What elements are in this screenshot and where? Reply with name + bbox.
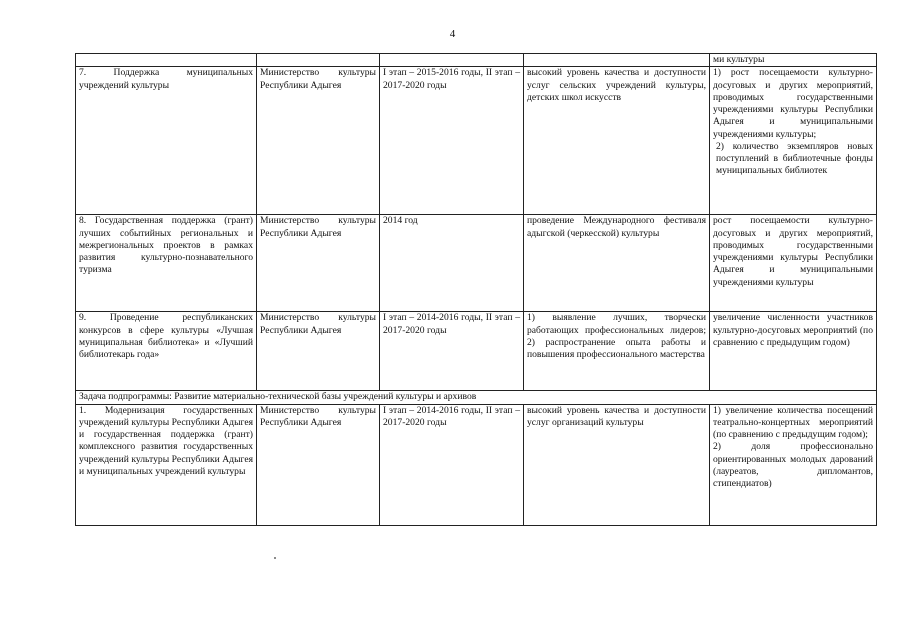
cell-executor: Министерство культуры Республики Адыгея: [257, 67, 380, 215]
continued-row: [76, 54, 877, 67]
table-row: [76, 215, 877, 312]
cell-indicators: ми культуры: [710, 54, 877, 67]
cell-term: 2014 год: [380, 215, 524, 312]
cell-expected: 1) выявление лучших, творчески работающих профессиональных лидеров; 2) распространение опыта работы и повышения профессионального мастерства: [524, 312, 710, 391]
cell-term: [380, 54, 524, 67]
indicator-item: рост посещаемости культурно-досуговых и других мероприятий, проводимых государственными учреждениями культуры Республики Адыгея и муниципальными учреждениями культуры: [713, 215, 873, 288]
cell-term: I этап – 2015-2016 годы, II этап – 2017-2020 годы: [380, 67, 524, 215]
table-row: [76, 67, 877, 215]
cell-measure: 1. Модернизация государственных учреждений культуры Республики Адыгея и государственная поддержка (грант) комплексного развития государственных учреждений культуры Республики Адыгея и муниципальных учреждений культуры: [76, 404, 257, 525]
cell-expected: высокий уровень качества и доступности услуг сельских учреждений культуры, детских школ искусств: [524, 67, 710, 215]
cell-expected: высокий уровень качества и доступности услуг организаций культуры: [524, 404, 710, 525]
cell-executor: [257, 54, 380, 67]
indicator-item: 2) доля профессионально ориентированных молодых дарований (лауреатов, дипломантов, стипендиатов): [713, 441, 873, 490]
cell-term: I этап – 2014-2016 годы, II этап – 2017-2020 годы: [380, 404, 524, 525]
cell-indicators: [710, 215, 877, 312]
cell-measure: 7. Поддержка муниципальных учреждений культуры: [76, 67, 257, 215]
cell-executor: Министерство культуры Республики Адыгея: [257, 404, 380, 525]
program-measures-table: [75, 53, 877, 526]
indicator-item: 2) количество экземпляров новых поступлений в библиотечные фонды муниципальных библиотек: [716, 140, 873, 177]
cell-indicators: [710, 312, 877, 391]
table-row: [76, 312, 877, 391]
cell-measure: 9. Проведение республиканских конкурсов в сфере культуры «Лучшая муниципальная библиотека» и «Лучший библиотекарь года»: [76, 312, 257, 391]
cell-executor: Министерство культуры Республики Адыгея: [257, 215, 380, 312]
indicator-item: увеличение численности участников культурно-досуговых мероприятий (по сравнению с предыдущим годом): [713, 312, 873, 348]
table-row: [76, 404, 877, 525]
scan-speck: [274, 557, 276, 559]
indicator-item: 1) рост посещаемости культурно-досуговых и других мероприятий, проводимых государственными учреждениями культуры Республики Адыгея и муниципальными учреждениями культуры;: [713, 67, 873, 140]
page-number: 4: [449, 28, 456, 40]
cell-expected: проведение Международного фестиваля адыгской (черкесской) культуры: [524, 215, 710, 312]
section-header-row: [76, 391, 877, 404]
cell-indicators: [710, 67, 877, 215]
cell-term: I этап – 2014-2016 годы, II этап – 2017-2020 годы: [380, 312, 524, 391]
cell-expected: [524, 54, 710, 67]
section-title: Задача подпрограммы: Развитие материально-технической базы учреждений культуры и архивов: [76, 391, 877, 404]
cell-measure: 8. Государственная поддержка (грант) лучших событийных региональных и межрегиональных проектов в рамках развития культурно-познавательного туризма: [76, 215, 257, 312]
cell-measure: [76, 54, 257, 67]
indicator-item: 1) увеличение количества посещений театрально-концертных мероприятий (по сравнению с предыдущим годом);: [713, 404, 873, 441]
cell-executor: Министерство культуры Республики Адыгея: [257, 312, 380, 391]
cell-indicators: [710, 404, 877, 525]
